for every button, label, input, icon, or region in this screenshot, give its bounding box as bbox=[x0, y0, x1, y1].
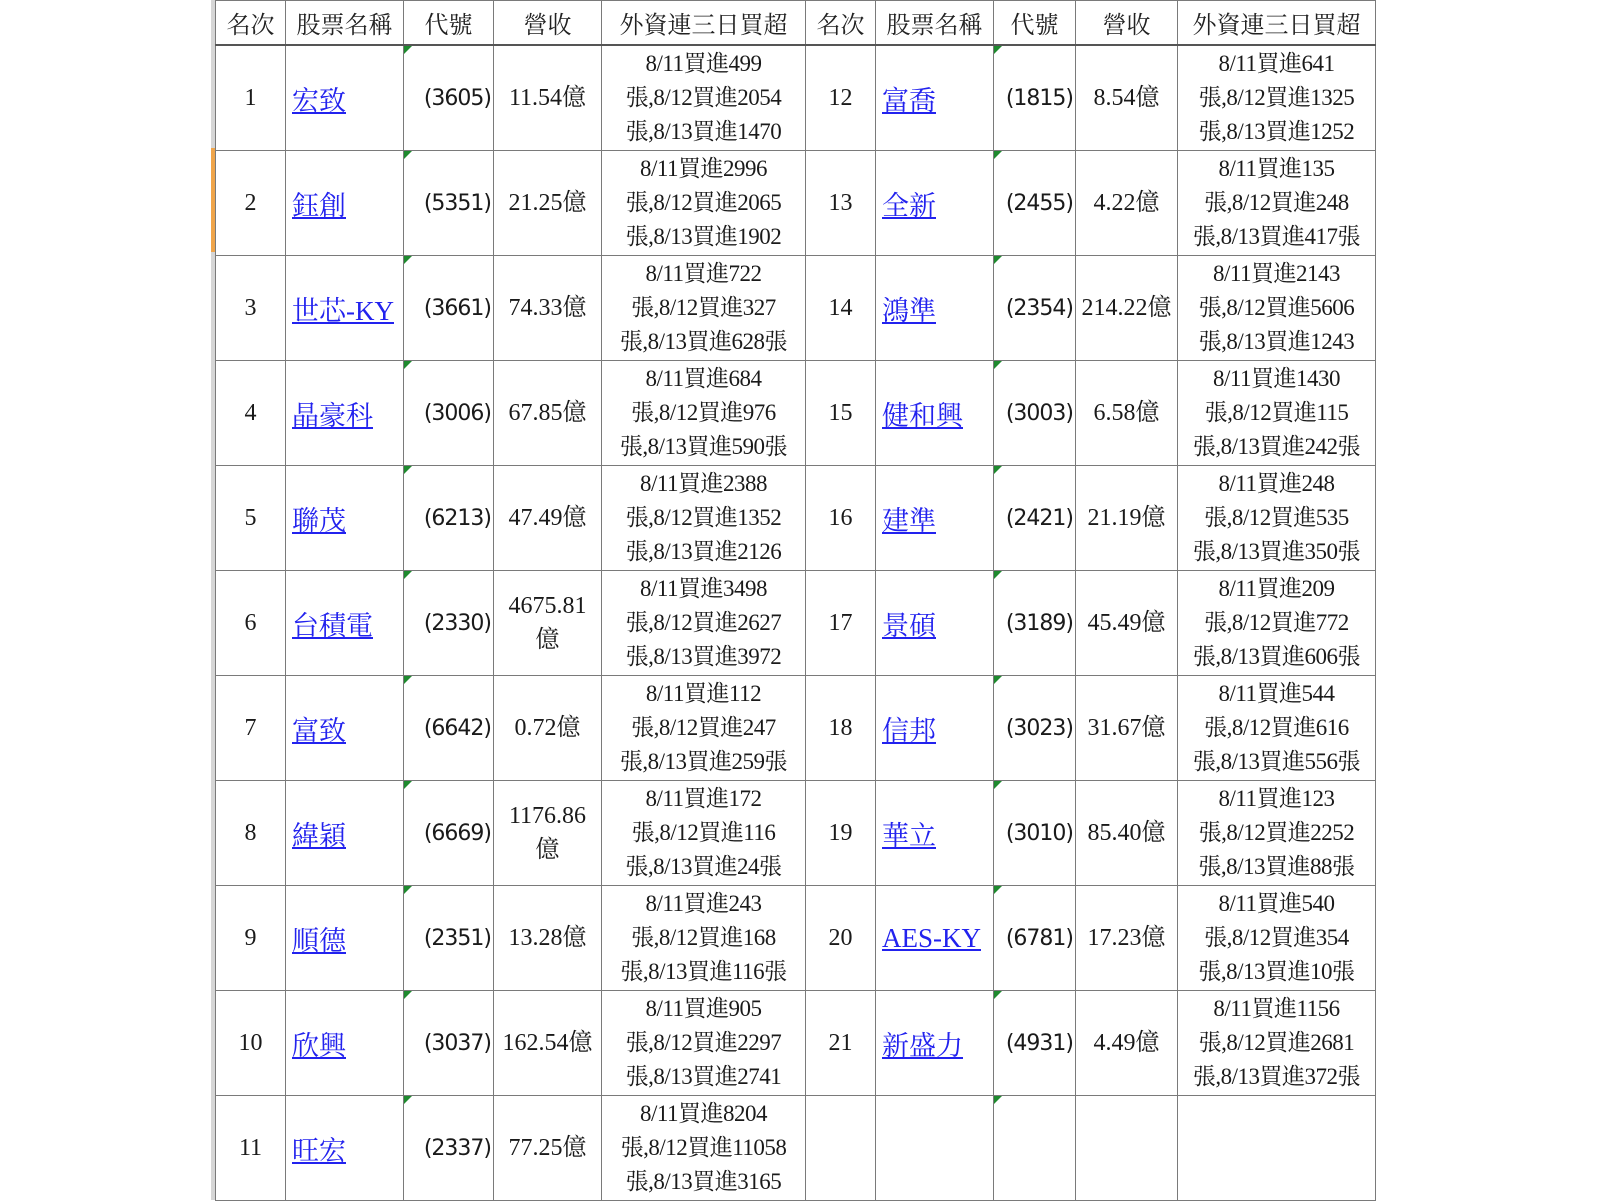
code-cell: (3661) bbox=[404, 256, 494, 361]
rank-cell: 13 bbox=[806, 151, 876, 256]
code-cell: (2337) bbox=[404, 1096, 494, 1201]
stock-link[interactable]: AES-KY bbox=[882, 922, 981, 953]
rank-cell: 1 bbox=[216, 45, 286, 151]
rank-cell: 7 bbox=[216, 676, 286, 781]
table-row bbox=[216, 886, 1376, 991]
table-row bbox=[216, 781, 1376, 886]
revenue-cell: 0.72億 bbox=[494, 676, 602, 781]
code-cell: (4931) bbox=[994, 991, 1076, 1096]
stock-name-cell bbox=[876, 256, 994, 361]
stock-link[interactable]: 順德 bbox=[292, 925, 346, 956]
code-cell: (6213) bbox=[404, 466, 494, 571]
rank-cell: 12 bbox=[806, 45, 876, 151]
revenue-cell: 47.49億 bbox=[494, 466, 602, 571]
revenue-cell: 77.25億 bbox=[494, 1096, 602, 1201]
foreign-buy-cell: 8/11買進722 張,8/12買進327 張,8/13買進628張 bbox=[602, 256, 806, 361]
header-foreign-buy: 外資連三日買超 bbox=[602, 1, 806, 46]
revenue-cell: 85.40億 bbox=[1076, 781, 1178, 886]
foreign-buy-cell: 8/11買進172 張,8/12買進116 張,8/13買進24張 bbox=[602, 781, 806, 886]
foreign-buy-cell: 8/11買進2143 張,8/12買進5606 張,8/13買進1243 bbox=[1178, 256, 1376, 361]
foreign-buy-cell: 8/11買進112 張,8/12買進247 張,8/13買進259張 bbox=[602, 676, 806, 781]
stock-name-cell bbox=[876, 361, 994, 466]
code-cell: (5351) bbox=[404, 151, 494, 256]
header-revenue-2: 營收 bbox=[1076, 1, 1178, 46]
rank-cell: 14 bbox=[806, 256, 876, 361]
foreign-buy-cell: 8/11買進243 張,8/12買進168 張,8/13買進116張 bbox=[602, 886, 806, 991]
rank-cell: 21 bbox=[806, 991, 876, 1096]
revenue-cell: 21.19億 bbox=[1076, 466, 1178, 571]
foreign-buy-cell: 8/11買進2996 張,8/12買進2065 張,8/13買進1902 bbox=[602, 151, 806, 256]
revenue-cell: 6.58億 bbox=[1076, 361, 1178, 466]
stock-name-cell bbox=[286, 991, 404, 1096]
header-stock-name-2: 股票名稱 bbox=[876, 1, 994, 46]
revenue-cell: 45.49億 bbox=[1076, 571, 1178, 676]
stock-link[interactable]: 景碩 bbox=[882, 610, 936, 641]
code-cell: (3023) bbox=[994, 676, 1076, 781]
rank-cell: 18 bbox=[806, 676, 876, 781]
stock-name-cell bbox=[286, 1096, 404, 1201]
revenue-cell bbox=[1076, 1096, 1178, 1201]
rank-cell: 6 bbox=[216, 571, 286, 676]
stock-name-cell bbox=[876, 1096, 994, 1201]
table-row bbox=[216, 466, 1376, 571]
foreign-buy-cell: 8/11買進135 張,8/12買進248 張,8/13買進417張 bbox=[1178, 151, 1376, 256]
rank-cell: 17 bbox=[806, 571, 876, 676]
stock-link[interactable]: 宏致 bbox=[292, 85, 346, 116]
stock-ranking-sheet bbox=[215, 0, 1375, 1201]
stock-name-cell bbox=[876, 676, 994, 781]
rank-cell: 15 bbox=[806, 361, 876, 466]
table-row bbox=[216, 151, 1376, 256]
code-cell: (3003) bbox=[994, 361, 1076, 466]
revenue-cell: 4675.81 億 bbox=[494, 571, 602, 676]
stock-name-cell bbox=[286, 571, 404, 676]
stock-name-cell bbox=[286, 466, 404, 571]
code-cell: (3010) bbox=[994, 781, 1076, 886]
stock-link[interactable]: 建準 bbox=[882, 505, 936, 536]
code-cell bbox=[994, 1096, 1076, 1201]
foreign-buy-cell: 8/11買進499 張,8/12買進2054 張,8/13買進1470 bbox=[602, 45, 806, 151]
rank-cell: 11 bbox=[216, 1096, 286, 1201]
stock-name-cell bbox=[286, 361, 404, 466]
stock-link[interactable]: 全新 bbox=[882, 190, 936, 221]
foreign-buy-cell: 8/11買進8204 張,8/12買進11058 張,8/13買進3165 bbox=[602, 1096, 806, 1201]
stock-link[interactable]: 聯茂 bbox=[292, 505, 346, 536]
stock-name-cell bbox=[876, 991, 994, 1096]
code-cell: (2455) bbox=[994, 151, 1076, 256]
stock-name-cell bbox=[876, 781, 994, 886]
table-row bbox=[216, 991, 1376, 1096]
stock-link[interactable]: 鈺創 bbox=[292, 190, 346, 221]
stock-table bbox=[215, 0, 1376, 1201]
stock-name-cell bbox=[286, 676, 404, 781]
rank-cell: 19 bbox=[806, 781, 876, 886]
code-cell: (2330) bbox=[404, 571, 494, 676]
table-row bbox=[216, 676, 1376, 781]
stock-link[interactable]: 欣興 bbox=[292, 1030, 346, 1061]
revenue-cell: 4.22億 bbox=[1076, 151, 1178, 256]
header-rank-2: 名次 bbox=[806, 1, 876, 46]
code-cell: (2351) bbox=[404, 886, 494, 991]
foreign-buy-cell: 8/11買進248 張,8/12買進535 張,8/13買進350張 bbox=[1178, 466, 1376, 571]
foreign-buy-cell: 8/11買進3498 張,8/12買進2627 張,8/13買進3972 bbox=[602, 571, 806, 676]
code-cell: (6642) bbox=[404, 676, 494, 781]
revenue-cell: 11.54億 bbox=[494, 45, 602, 151]
revenue-cell: 4.49億 bbox=[1076, 991, 1178, 1096]
table-row bbox=[216, 45, 1376, 151]
header-code: 代號 bbox=[404, 1, 494, 46]
stock-name-cell bbox=[876, 45, 994, 151]
header-revenue: 營收 bbox=[494, 1, 602, 46]
stock-name-cell bbox=[286, 45, 404, 151]
foreign-buy-cell: 8/11買進2388 張,8/12買進1352 張,8/13買進2126 bbox=[602, 466, 806, 571]
rank-cell: 16 bbox=[806, 466, 876, 571]
code-cell: (3605) bbox=[404, 45, 494, 151]
revenue-cell: 74.33億 bbox=[494, 256, 602, 361]
foreign-buy-cell: 8/11買進209 張,8/12買進772 張,8/13買進606張 bbox=[1178, 571, 1376, 676]
foreign-buy-cell bbox=[1178, 1096, 1376, 1201]
stock-link[interactable]: 華立 bbox=[882, 820, 936, 851]
header-code-2: 代號 bbox=[994, 1, 1076, 46]
revenue-cell: 31.67億 bbox=[1076, 676, 1178, 781]
revenue-cell: 162.54億 bbox=[494, 991, 602, 1096]
stock-link[interactable]: 富致 bbox=[292, 715, 346, 746]
code-cell: (3189) bbox=[994, 571, 1076, 676]
rank-cell: 5 bbox=[216, 466, 286, 571]
table-row bbox=[216, 256, 1376, 361]
rank-cell: 8 bbox=[216, 781, 286, 886]
revenue-cell: 17.23億 bbox=[1076, 886, 1178, 991]
stock-link[interactable]: 新盛力 bbox=[882, 1030, 963, 1061]
foreign-buy-cell: 8/11買進905 張,8/12買進2297 張,8/13買進2741 bbox=[602, 991, 806, 1096]
code-cell: (2354) bbox=[994, 256, 1076, 361]
revenue-cell: 67.85億 bbox=[494, 361, 602, 466]
stock-name-cell bbox=[286, 151, 404, 256]
header-rank: 名次 bbox=[216, 1, 286, 46]
header-row bbox=[216, 1, 1376, 46]
stock-name-cell bbox=[286, 781, 404, 886]
stock-link[interactable]: 晶豪科 bbox=[292, 400, 373, 431]
foreign-buy-cell: 8/11買進1430 張,8/12買進115 張,8/13買進242張 bbox=[1178, 361, 1376, 466]
foreign-buy-cell: 8/11買進1156 張,8/12買進2681 張,8/13買進372張 bbox=[1178, 991, 1376, 1096]
stock-link[interactable]: 緯穎 bbox=[292, 820, 346, 851]
rank-cell: 9 bbox=[216, 886, 286, 991]
rank-cell: 3 bbox=[216, 256, 286, 361]
rank-cell: 4 bbox=[216, 361, 286, 466]
stock-link[interactable]: 富喬 bbox=[882, 85, 936, 116]
foreign-buy-cell: 8/11買進123 張,8/12買進2252 張,8/13買進88張 bbox=[1178, 781, 1376, 886]
code-cell: (6669) bbox=[404, 781, 494, 886]
rank-cell: 10 bbox=[216, 991, 286, 1096]
foreign-buy-cell: 8/11買進544 張,8/12買進616 張,8/13買進556張 bbox=[1178, 676, 1376, 781]
code-cell: (6781) bbox=[994, 886, 1076, 991]
code-cell: (2421) bbox=[994, 466, 1076, 571]
revenue-cell: 214.22億 bbox=[1076, 256, 1178, 361]
stock-name-cell bbox=[876, 571, 994, 676]
stock-link[interactable]: 信邦 bbox=[882, 715, 936, 746]
foreign-buy-cell: 8/11買進540 張,8/12買進354 張,8/13買進10張 bbox=[1178, 886, 1376, 991]
stock-name-cell bbox=[286, 256, 404, 361]
revenue-cell: 8.54億 bbox=[1076, 45, 1178, 151]
stock-link[interactable]: 旺宏 bbox=[292, 1135, 346, 1166]
table-row bbox=[216, 571, 1376, 676]
stock-link[interactable]: 鴻準 bbox=[882, 295, 936, 326]
rank-cell bbox=[806, 1096, 876, 1201]
revenue-cell: 1176.86 億 bbox=[494, 781, 602, 886]
revenue-cell: 21.25億 bbox=[494, 151, 602, 256]
foreign-buy-cell: 8/11買進684 張,8/12買進976 張,8/13買進590張 bbox=[602, 361, 806, 466]
stock-link[interactable]: 健和興 bbox=[882, 400, 963, 431]
stock-name-cell bbox=[876, 466, 994, 571]
code-cell: (3006) bbox=[404, 361, 494, 466]
table-row bbox=[216, 1096, 1376, 1201]
stock-name-cell bbox=[876, 886, 994, 991]
stock-link[interactable]: 台積電 bbox=[292, 610, 373, 641]
header-stock-name: 股票名稱 bbox=[286, 1, 404, 46]
table-row bbox=[216, 361, 1376, 466]
header-foreign-buy-2: 外資連三日買超 bbox=[1178, 1, 1376, 46]
stock-name-cell bbox=[876, 151, 994, 256]
stock-name-cell bbox=[286, 886, 404, 991]
foreign-buy-cell: 8/11買進641 張,8/12買進1325 張,8/13買進1252 bbox=[1178, 45, 1376, 151]
rank-cell: 20 bbox=[806, 886, 876, 991]
revenue-cell: 13.28億 bbox=[494, 886, 602, 991]
stock-link[interactable]: 世芯-KY bbox=[292, 295, 394, 326]
code-cell: (3037) bbox=[404, 991, 494, 1096]
rank-cell: 2 bbox=[216, 151, 286, 256]
code-cell: (1815) bbox=[994, 45, 1076, 151]
